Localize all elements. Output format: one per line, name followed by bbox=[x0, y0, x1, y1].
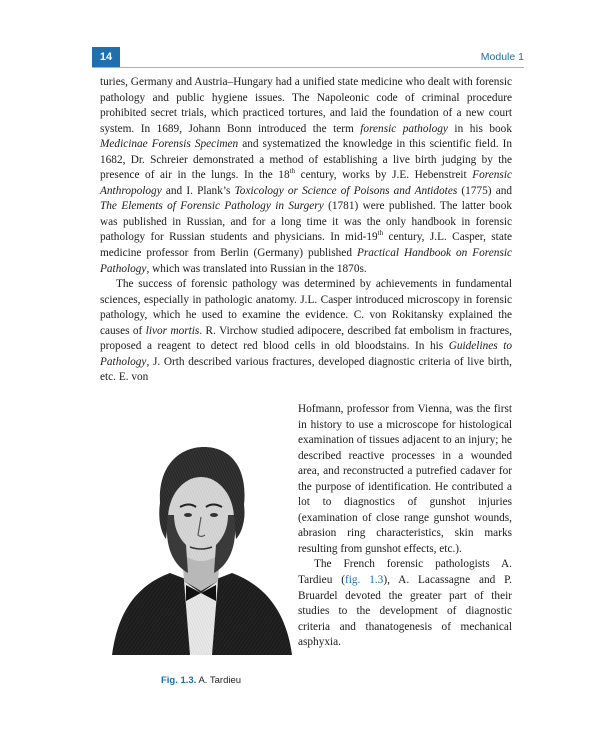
text-run: , J. Orth described various fractures, developed diagnostic criteria of live birth, etc. E. von bbox=[100, 355, 512, 384]
paragraph-history bbox=[100, 75, 512, 277]
paragraph-science bbox=[100, 277, 512, 386]
italic-book-title: Medicinae Forensis Specimen bbox=[100, 138, 239, 151]
italic-book-title: Forensic Anthropology bbox=[100, 169, 512, 197]
module-label: Module 1 bbox=[480, 51, 524, 63]
text-run: The French forensic pathologists A. Tardieu ( bbox=[298, 558, 512, 587]
text-run: century, J.L. Casper, state medicine professor from Berlin (Germany) published bbox=[100, 231, 512, 260]
paragraph-french bbox=[298, 557, 512, 650]
text-run: and systematized the knowledge in this scientific field. In 1682, Dr. Schreier demonstrated a method of establishing a live birth judging by the presence of air in the lungs. In the 18 bbox=[100, 138, 512, 182]
text-run: ), A. Lacassagne and P. Bruardel devoted the greater part of their studies to the development of diagnostic criteria and thanatogenesis of mechanical asphyxia. bbox=[298, 574, 512, 649]
italic-book-title: Practical Handbook on Forensic Pathology bbox=[100, 247, 512, 275]
italic-book-title: Guidelines to Pathology bbox=[100, 340, 512, 368]
figure-portrait bbox=[108, 435, 294, 675]
figure-label: Fig. 1.3. bbox=[160, 675, 197, 686]
figure-caption-text: A. Tardieu bbox=[196, 675, 242, 686]
superscript: th bbox=[289, 167, 296, 176]
figure-caption bbox=[108, 675, 294, 686]
paragraph-hofmann: Hofmann, professor from Vienna, was the first in history to use a microscope for histological examination of tissues adjacent to an injury; he described reactive processes in a wounded area, and reconstructed a putrefied cadaver for the purpose of identification. He contributed a lot to diagnostics of gunshot injuries (examination of close range gunshot wounds, abrasion ring characteristics, skin marks resulting from gunshot effects, etc.). bbox=[298, 403, 512, 555]
figure-reference-link[interactable]: fig. 1.3 bbox=[344, 574, 384, 587]
text-run: , which was translated into Russian in the 1870s. bbox=[146, 262, 367, 275]
text-run: in his book bbox=[447, 122, 512, 135]
italic-book-title: Toxicology or Science of Poisons and Antidotes bbox=[234, 184, 458, 197]
italic-book-title: The Elements of Forensic Pathology in Surgery bbox=[100, 200, 324, 213]
text-run: . R. Virchow studied adipocere, described fat embolism in fractures, proposed a reagent to detect red blood cells in old bloodstains. In his bbox=[100, 324, 512, 353]
page-header bbox=[92, 47, 524, 68]
portrait-image bbox=[108, 435, 294, 655]
superscript: th bbox=[377, 229, 384, 238]
text-run: century, works by J.E. Hebenstreit bbox=[295, 169, 473, 182]
side-column-text bbox=[298, 402, 512, 651]
page-number: 14 bbox=[92, 47, 120, 67]
text-run: The success of forensic pathology was determined by achievements in fundamental sciences, especially in pathologic anatomy. J.L. Casper introduced microscopy in forensic pathology, which he used to examine the evidence. C. von Rokitansky explained the causes of bbox=[100, 278, 512, 337]
italic-term: livor mortis bbox=[145, 324, 200, 337]
italic-term: forensic pathology bbox=[360, 122, 448, 135]
text-run: (1781) were published. The latter book was published in Russian, and for a long time it was the only handbook in forensic pathology for Russian students and physicians. In mid-19 bbox=[100, 200, 512, 244]
text-run: (1775) and bbox=[457, 184, 513, 197]
text-run: turies, Germany and Austria–Hungary had a unified state medicine who dealt with forensic pathology and public hygiene issues. The Napoleonic code of criminal procedure prohibited secret trials, which practiced tortures, and laid the foundation of a new court system. In 1689, Johann Bonn introduced the term bbox=[100, 76, 512, 135]
portrait-engraving bbox=[108, 435, 294, 655]
text-run: and I. Plank’s bbox=[161, 184, 235, 197]
main-text bbox=[100, 75, 512, 386]
